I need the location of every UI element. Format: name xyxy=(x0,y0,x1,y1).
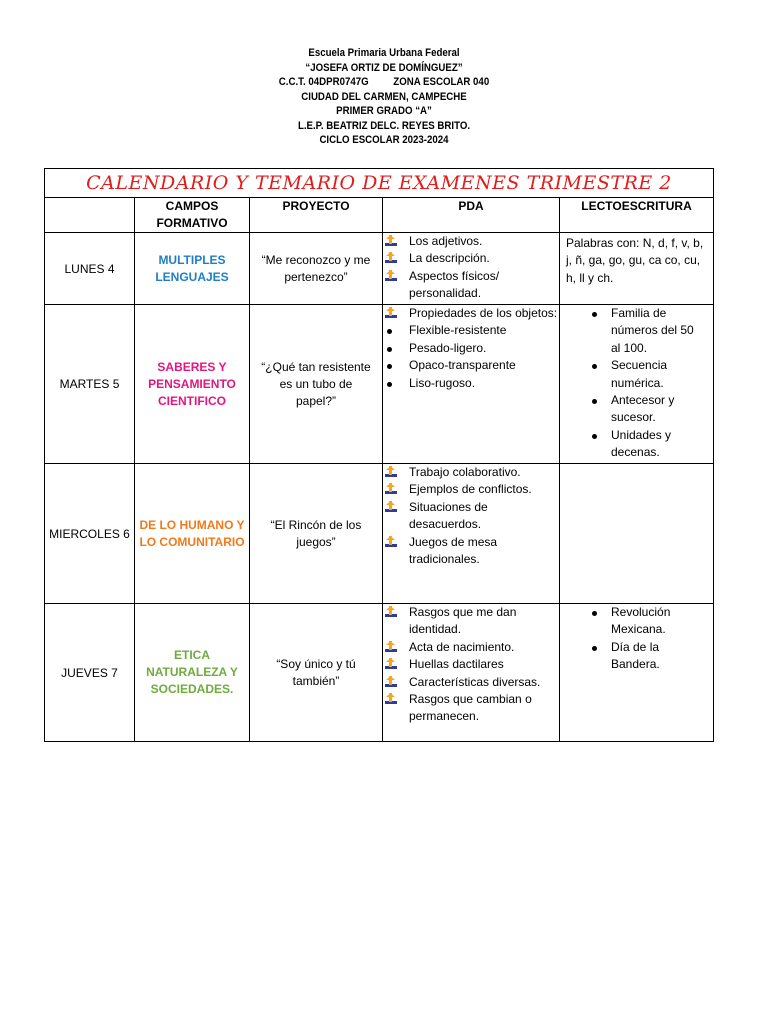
arrow-bullet-icon xyxy=(385,536,397,548)
column-header-lectoescritura: LECTOESCRITURA xyxy=(560,198,714,233)
pda-subitem xyxy=(409,340,559,357)
dot-bullet-icon xyxy=(592,312,597,317)
lectoescritura-item xyxy=(611,639,705,674)
pda-item-text: Juegos de mesa tradicionales. xyxy=(409,534,498,567)
lectoescritura-text: Palabras con: N, d, f, v, b, j, ñ, ga, go, gu, ca co, cu, h, ll y ch. xyxy=(566,236,704,285)
pda-list xyxy=(383,233,559,303)
school-type: Escuela Primaria Urbana Federal xyxy=(308,47,460,59)
pda-item xyxy=(409,691,559,726)
dot-bullet-icon xyxy=(387,364,392,369)
arrow-bullet-icon xyxy=(385,483,397,495)
arrow-bullet-icon xyxy=(385,307,397,319)
table-header-row xyxy=(45,198,714,233)
arrow-bullet-icon xyxy=(385,466,397,478)
column-header-pda: PDA xyxy=(383,198,560,233)
table-row xyxy=(45,464,714,604)
day-cell: JUEVES 7 xyxy=(45,604,135,742)
proyecto-cell: “Me reconozco y me pertenezco” xyxy=(250,233,383,305)
campo-cell: DE LO HUMANO Y LO COMUNITARIO xyxy=(135,464,250,604)
lectoescritura-cell xyxy=(560,233,714,305)
dot-bullet-icon xyxy=(592,646,597,651)
pda-list xyxy=(383,604,559,726)
city: CIUDAD DEL CARMEN, CAMPECHE xyxy=(301,90,467,103)
pda-item xyxy=(409,604,559,639)
column-header-campos: CAMPOS FORMATIVO xyxy=(135,198,250,233)
pda-item-text: Ejemplos de conflictos. xyxy=(409,482,532,497)
campo-cell: SABERES Y PENSAMIENTO CIENTIFICO xyxy=(135,305,250,464)
proyecto-cell: “El Rincón de los juegos” xyxy=(250,464,383,604)
proyecto-cell: “¿Qué tan resistente es un tubo de papel?” xyxy=(250,305,383,464)
lectoescritura-item-text: Secuencia numérica. xyxy=(611,358,668,390)
lectoescritura-item-text: Día de la Bandera. xyxy=(611,639,660,672)
pda-item xyxy=(409,464,559,481)
table-row xyxy=(45,305,714,464)
day-cell: MIERCOLES 6 xyxy=(45,464,135,604)
pda-item xyxy=(409,305,559,322)
pda-item xyxy=(409,534,559,569)
pda-item xyxy=(409,499,559,534)
arrow-bullet-icon xyxy=(385,658,397,670)
lectoescritura-item-text: Familia de números del 50 al 100. xyxy=(611,306,694,355)
lectoescritura-item xyxy=(611,357,705,392)
pda-list xyxy=(383,464,559,568)
school-cycle: CICLO ESCOLAR 2023-2024 xyxy=(319,134,449,146)
dot-bullet-icon xyxy=(387,382,392,387)
pda-cell xyxy=(383,604,560,742)
pda-item xyxy=(409,233,559,250)
grade: PRIMER GRADO “A” xyxy=(336,105,432,117)
pda-subitem xyxy=(409,357,559,374)
pda-list xyxy=(383,305,559,322)
pda-item xyxy=(409,481,559,498)
lectoescritura-list xyxy=(560,305,713,462)
lectoescritura-cell xyxy=(560,305,714,464)
arrow-bullet-icon xyxy=(385,252,397,264)
lectoescritura-cell xyxy=(560,464,714,604)
proyecto-cell: “Soy único y tú también” xyxy=(250,604,383,742)
pda-item xyxy=(409,674,559,691)
campo-cell: MULTIPLES LENGUAJES xyxy=(135,233,250,305)
lectoescritura-item xyxy=(611,604,705,639)
arrow-bullet-icon xyxy=(385,606,397,618)
arrow-bullet-icon xyxy=(385,693,397,705)
column-header-day xyxy=(45,198,135,233)
pda-item-text: Características diversas. xyxy=(409,674,541,689)
lectoescritura-item xyxy=(611,427,705,462)
dot-bullet-icon xyxy=(387,329,392,334)
lectoescritura-item-text: Revolución Mexicana. xyxy=(611,605,671,637)
pda-item-text: Los adjetivos. xyxy=(409,234,483,248)
arrow-bullet-icon xyxy=(385,676,397,688)
dot-bullet-icon xyxy=(387,347,392,352)
pda-item xyxy=(409,268,559,303)
table-title: CALENDARIO Y TEMARIO DE EXAMENES TRIMESTRE 2 xyxy=(86,172,672,194)
table-row xyxy=(45,604,714,742)
arrow-bullet-icon xyxy=(385,501,397,513)
pda-item-text: Rasgos que cambian o permanecen. xyxy=(409,692,532,724)
pda-subitem-text: Liso-rugoso. xyxy=(409,375,476,390)
pda-item-text: Acta de nacimiento. xyxy=(409,639,515,654)
dot-bullet-icon xyxy=(592,399,597,404)
pda-subitem xyxy=(409,322,559,339)
arrow-bullet-icon xyxy=(385,270,397,282)
pda-subitem-text: Pesado-ligero. xyxy=(409,340,487,355)
teacher: L.E.P. BEATRIZ DELC. REYES BRITO. xyxy=(297,119,471,132)
pda-item xyxy=(409,250,559,267)
exam-calendar-table xyxy=(44,168,714,742)
pda-cell xyxy=(383,464,560,604)
pda-item-text: Propiedades de los objetos: xyxy=(409,306,558,320)
cct-line xyxy=(46,75,722,90)
lectoescritura-item xyxy=(611,305,705,357)
school-header xyxy=(46,46,722,148)
zona-escolar: ZONA ESCOLAR 040 xyxy=(393,76,490,88)
school-name: “JOSEFA ORTIZ DE DOMÍNGUEZ” xyxy=(305,61,463,74)
lectoescritura-item-text: Unidades y decenas. xyxy=(611,427,672,460)
pda-item-text: Situaciones de desacuerdos. xyxy=(409,499,488,532)
pda-item-text: Trabajo colaborativo. xyxy=(409,465,521,479)
arrow-bullet-icon xyxy=(385,641,397,653)
pda-item-text: Rasgos que me dan identidad. xyxy=(409,605,517,637)
pda-item-text: La descripción. xyxy=(409,251,490,266)
pda-subitem xyxy=(409,375,559,392)
table-row xyxy=(45,233,714,305)
pda-item xyxy=(409,639,559,656)
column-header-proyecto: PROYECTO xyxy=(250,198,383,233)
lectoescritura-item xyxy=(611,392,705,427)
dot-bullet-icon xyxy=(592,434,597,439)
pda-item xyxy=(409,656,559,673)
pda-cell xyxy=(383,233,560,305)
campo-cell: ETICA NATURALEZA Y SOCIEDADES. xyxy=(135,604,250,742)
day-cell: MARTES 5 xyxy=(45,305,135,464)
arrow-bullet-icon xyxy=(385,235,397,247)
lectoescritura-list xyxy=(560,604,713,674)
dot-bullet-icon xyxy=(592,364,597,369)
dot-bullet-icon xyxy=(592,611,597,616)
lectoescritura-cell xyxy=(560,604,714,742)
pda-subitem-text: Opaco-transparente xyxy=(409,358,516,373)
pda-item-text: Huellas dactilares xyxy=(409,657,504,672)
pda-cell xyxy=(383,305,560,464)
cct: C.C.T. 04DPR0747G xyxy=(278,76,369,88)
day-cell: LUNES 4 xyxy=(45,233,135,305)
pda-subitem-text: Flexible-resistente xyxy=(409,323,507,338)
table-title-cell xyxy=(45,169,714,198)
lectoescritura-item-text: Antecesor y sucesor. xyxy=(611,393,675,425)
pda-sublist xyxy=(383,322,559,392)
pda-item-text: Aspectos físicos/ personalidad. xyxy=(409,268,500,301)
